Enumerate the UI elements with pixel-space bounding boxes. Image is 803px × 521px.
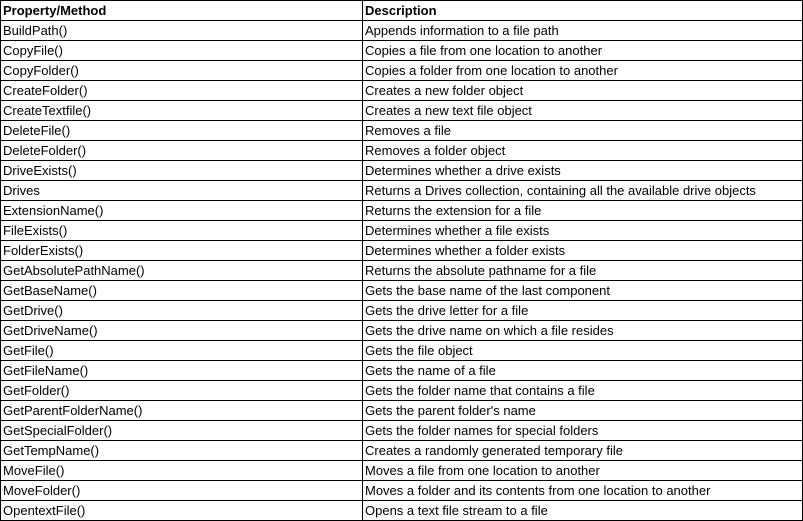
cell-description: Returns a Drives collection, containing all the available drive objects (363, 181, 803, 201)
cell-description: Removes a folder object (363, 141, 803, 161)
table-row (1, 381, 803, 401)
cell-description: Determines whether a folder exists (363, 241, 803, 261)
cell-property-method: FileExists() (1, 221, 363, 241)
cell-property-method: BuildPath() (1, 21, 363, 41)
cell-description: Returns the absolute pathname for a file (363, 261, 803, 281)
cell-description: Determines whether a file exists (363, 221, 803, 241)
cell-property-method: GetTempName() (1, 441, 363, 461)
table-row (1, 241, 803, 261)
cell-description: Copies a file from one location to another (363, 41, 803, 61)
table-row (1, 181, 803, 201)
cell-description: Moves a folder and its contents from one location to another (363, 481, 803, 501)
table-row (1, 261, 803, 281)
cell-property-method: MoveFile() (1, 461, 363, 481)
cell-description: Returns the extension for a file (363, 201, 803, 221)
table-row (1, 201, 803, 221)
table-body (1, 21, 803, 521)
table-row (1, 461, 803, 481)
cell-property-method: GetFile() (1, 341, 363, 361)
table-row (1, 341, 803, 361)
cell-description: Gets the drive letter for a file (363, 301, 803, 321)
table-row (1, 361, 803, 381)
table-row (1, 321, 803, 341)
table-row (1, 481, 803, 501)
cell-description: Gets the base name of the last component (363, 281, 803, 301)
cell-description: Determines whether a drive exists (363, 161, 803, 181)
cell-property-method: OpentextFile() (1, 501, 363, 521)
cell-description: Opens a text file stream to a file (363, 501, 803, 521)
table-row (1, 61, 803, 81)
table-row (1, 501, 803, 521)
cell-description: Copies a folder from one location to another (363, 61, 803, 81)
cell-description: Gets the drive name on which a file resides (363, 321, 803, 341)
cell-property-method: GetSpecialFolder() (1, 421, 363, 441)
cell-property-method: FolderExists() (1, 241, 363, 261)
cell-property-method: GetFileName() (1, 361, 363, 381)
cell-property-method: CopyFile() (1, 41, 363, 61)
table-row (1, 81, 803, 101)
table-row (1, 21, 803, 41)
cell-property-method: GetParentFolderName() (1, 401, 363, 421)
cell-property-method: GetDriveName() (1, 321, 363, 341)
table-row (1, 161, 803, 181)
table-row (1, 121, 803, 141)
cell-property-method: DriveExists() (1, 161, 363, 181)
table-row (1, 281, 803, 301)
cell-property-method: MoveFolder() (1, 481, 363, 501)
cell-property-method: CopyFolder() (1, 61, 363, 81)
table-row (1, 441, 803, 461)
cell-property-method: GetDrive() (1, 301, 363, 321)
cell-description: Gets the folder names for special folders (363, 421, 803, 441)
cell-description: Gets the folder name that contains a file (363, 381, 803, 401)
cell-property-method: DeleteFolder() (1, 141, 363, 161)
cell-description: Creates a new text file object (363, 101, 803, 121)
table-row (1, 41, 803, 61)
table-row (1, 301, 803, 321)
column-header-description: Description (363, 1, 803, 21)
header-row (1, 1, 803, 21)
cell-description: Gets the parent folder's name (363, 401, 803, 421)
cell-property-method: CreateTextfile() (1, 101, 363, 121)
table-row (1, 401, 803, 421)
table-row (1, 101, 803, 121)
cell-description: Moves a file from one location to another (363, 461, 803, 481)
cell-description: Appends information to a file path (363, 21, 803, 41)
cell-property-method: Drives (1, 181, 363, 201)
cell-description: Gets the name of a file (363, 361, 803, 381)
table-row (1, 221, 803, 241)
column-header-property-method: Property/Method (1, 1, 363, 21)
cell-description: Gets the file object (363, 341, 803, 361)
cell-property-method: DeleteFile() (1, 121, 363, 141)
table-row (1, 141, 803, 161)
cell-property-method: GetAbsolutePathName() (1, 261, 363, 281)
cell-property-method: CreateFolder() (1, 81, 363, 101)
cell-description: Creates a randomly generated temporary file (363, 441, 803, 461)
cell-property-method: GetFolder() (1, 381, 363, 401)
cell-description: Removes a file (363, 121, 803, 141)
table-row (1, 421, 803, 441)
cell-property-method: GetBaseName() (1, 281, 363, 301)
cell-description: Creates a new folder object (363, 81, 803, 101)
cell-property-method: ExtensionName() (1, 201, 363, 221)
